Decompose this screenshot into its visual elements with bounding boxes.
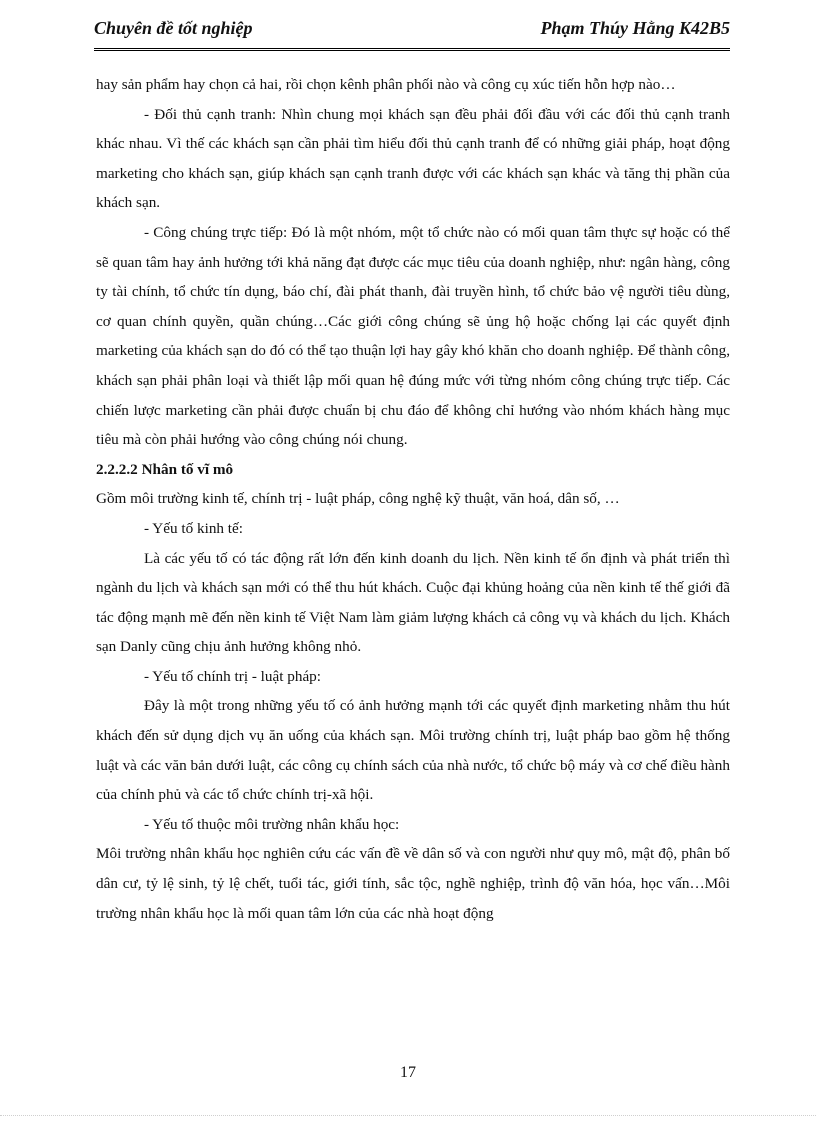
paragraph: Là các yếu tố có tác động rất lớn đến kinh doanh du lịch. Nền kinh tế ổn định và phát triển thì ngành du lịch và khách sạn mới có thể thu hút khách. Cuộc đại khủng hoảng của nền kinh tế thế giới đã tác động mạnh mẽ đến nền kinh tế Việt Nam làm giảm lượng khách cả công vụ và khách du lịch. Khách sạn Danly cũng chịu ảnh hưởng không nhỏ.: [96, 549, 730, 656]
bullet-political-legal: - Yếu tố chính trị - luật pháp:: [144, 667, 321, 685]
paragraph: Đây là một trong những yếu tố có ảnh hưởng mạnh tới các quyết định marketing nhằm thu hút khách đến sử dụng dịch vụ ăn uống của khách sạn. Môi trường chính trị, luật pháp bao gồm hệ thống luật và các văn bản dưới luật, các công cụ chính sách của nhà nước, tổ chức bộ máy và cơ chế điều hành của chính phủ và các tổ chức chính trị-xã hội.: [96, 697, 730, 804]
paragraph: hay sản phẩm hay chọn cả hai, rồi chọn kênh phân phối nào và công cụ xúc tiến hỗn hợp nào…: [96, 76, 676, 93]
header-author: Phạm Thúy Hằng K42B5: [540, 18, 730, 38]
paragraph: Môi trường nhân khẩu học nghiên cứu các vấn đề về dân số và con người như quy mô, mật độ, phân bố dân cư, tỷ lệ sinh, tỷ lệ chết, tuổi tác, giới tính, sắc tộc, nghề nghiệp, trình độ văn hóa, học vấn…Môi trường nhân khẩu học là mối quan tâm lớn của các nhà hoạt động: [96, 845, 730, 922]
bullet-direct-public: - Công chúng trực tiếp: Đó là một nhóm, một tổ chức nào có mối quan tâm thực sự hoặc có thể sẽ quan tâm hay ảnh hưởng tới khả năng đạt được các mục tiêu của doanh nghiệp, như: ngân hàng, công ty tài chính, tổ chức tín dụng, báo chí, đài phát thanh, đài truyền hình, tổ chức bảo vệ người tiêu dùng, cơ quan chính quyền, quần chúng…Các giới công chúng sẽ ủng hộ hoặc chống lại các quyết định marketing của khách sạn do đó có thể tạo thuận lợi hay gây khó khăn cho doanh nghiệp. Để thành công, khách sạn phải phân loại và thiết lập mối quan hệ đúng mức với từng nhóm công chúng trực tiếp. Các chiến lược marketing cần phải được chuẩn bị chu đáo để không chỉ hướng vào nhóm khách hàng mục tiêu mà còn phải hướng vào công chúng nói chung.: [96, 223, 730, 449]
section-heading: 2.2.2.2 Nhân tố vĩ mô: [96, 460, 234, 478]
header-title: Chuyên đề tốt nghiệp: [94, 18, 253, 38]
page-bottom-divider: [0, 1115, 816, 1116]
paragraph: Gồm môi trường kinh tế, chính trị - luật pháp, công nghệ kỹ thuật, văn hoá, dân số, …: [96, 490, 620, 508]
document-body: [96, 70, 730, 928]
page-header: [94, 14, 730, 51]
bullet-economic: - Yếu tố kinh tế:: [144, 519, 243, 537]
bullet-competitors: - Đối thủ cạnh tranh: Nhìn chung mọi khách sạn đều phải đối đầu với các đối thủ cạnh tranh khác nhau. Vì thế các khách sạn cần phải tìm hiểu đối thủ cạnh tranh để có những giải pháp, hoạt động marketing cho khách sạn, giúp khách sạn cạnh tranh được với các khách sạn khác và tăng thị phần của khách sạn.: [96, 105, 730, 212]
page-number: 17: [400, 1064, 416, 1081]
bullet-demographic: - Yếu tố thuộc môi trường nhân khẩu học:: [144, 815, 400, 833]
